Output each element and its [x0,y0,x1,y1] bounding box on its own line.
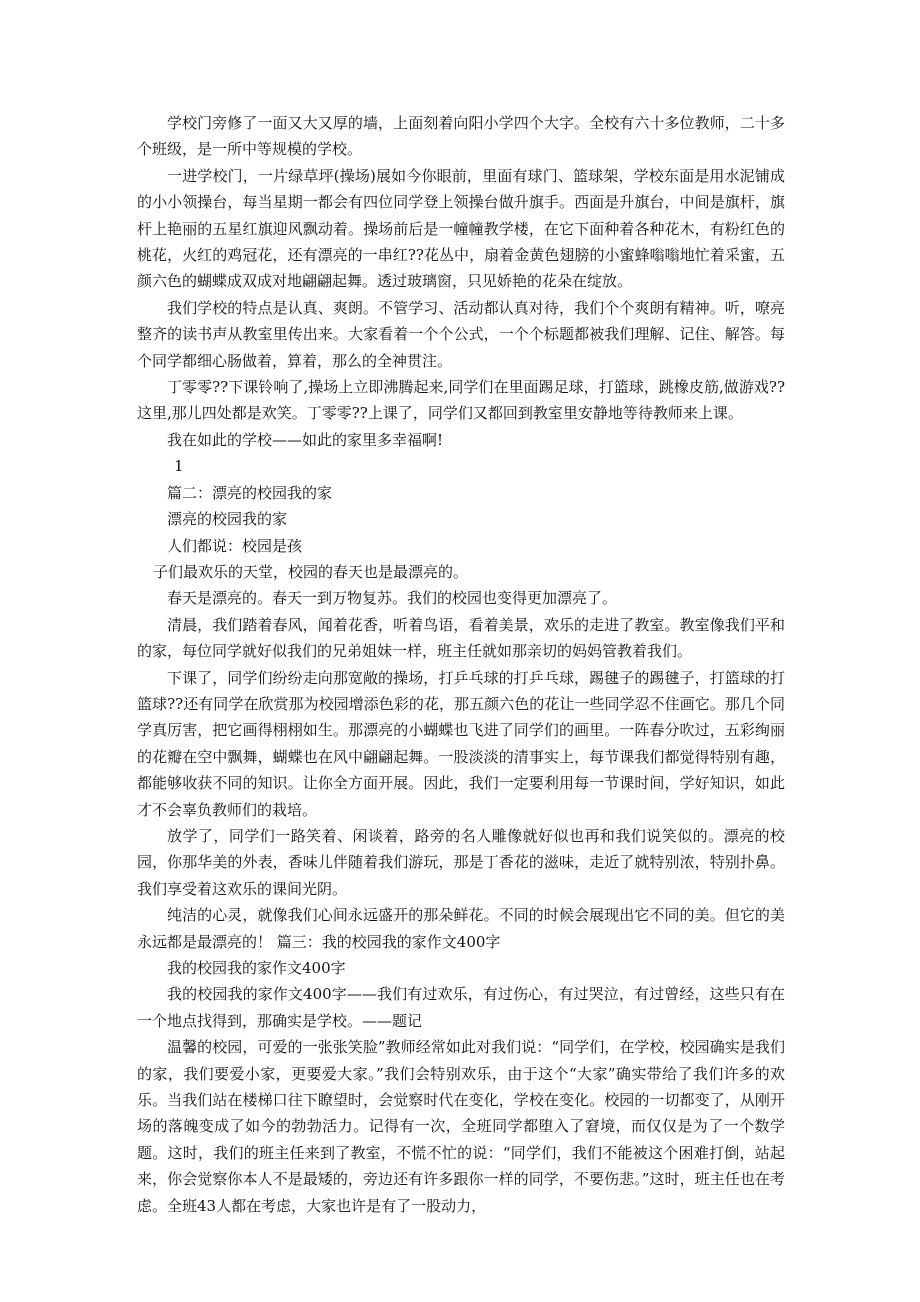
paragraph-bell: 丁零零??下课铃响了,操场上立即沸腾起来,同学们在里面踢足球，打篮球，跳橡皮筋,做游戏??这里,那儿四处都是欢笑。丁零零??上课了，同学们又都回到教室里安静地等待教师来上课。 [137,378,785,423]
paragraph-warm-campus: 温馨的校园，可爱的一张张笑脸”教师经常如此对我们说：“同学们，在学校，校园确实是我们的家，我们要爱小家，更要爱大家。”我们会特别欢乐，由于这个“大家”确实带给了我们许多的欢乐。当我们站在楼梯口往下瞭望时，会觉察时代在变化，学校在变化。校园的一切都变了，从刚开场的落魄变成了如今的勃勃活力。记得有一次，全班同学都堕入了窘境，而仅仅是为了一个数学题。这时，我们的班主任来到了教室，不慌不忙的说：“同学们，我们不能被这个困难打倒，站起来，你会觉察你本人不是最矮的，旁边还有许多跟你一样的同学，不要伤悲。”这时，班主任也在考虑。全班43人都在考虑，大家也许是有了一股动力， [137,1038,785,1215]
paragraph-school-gate: 一进学校门，一片绿草坪(操场)展如今你眼前，里面有球门、篮球架，学校东面是用水泥铺成的小小领操台，每当星期一都会有四位同学登上领操台做升旗手。西面是升旗台，中间是旗杆，旗杆上艳丽的五星红旗迎风飘动着。操场前后是一幢幢教学楼，在它下面种着各种花木，有粉红色的桃花，火红的鸡冠花，还有漂亮的一串红??花丛中，扇着金黄色翅膀的小蜜蜂嗡嗡地忙着采蜜，五颜六色的蝴蝶成双成对地翩翩起舞。透过玻璃窗，只见娇艳的花朵在绽放。 [137,166,785,291]
section-title-three: 我的校园我的家作文400字 [167,959,346,977]
section-title-two: 漂亮的校园我的家 [167,510,288,529]
paragraph-people-say: 人们都说：校园是孩 [167,536,303,555]
paragraph-school-wall: 学校门旁修了一面又大又厚的墙，上面刻着向阳小学四个大字。全校有六十多位教师，二十多个班级，是一所中等规模的学校。 [137,114,785,159]
section-heading-two: 篇二：漂亮的校园我的家 [167,483,333,502]
paragraph-pure-heart: 纯洁的心灵，就像我们心间永远盛开的那朵鲜花。不同的时候会展现出它不同的美。但它的美永远都是最漂亮的！ 篇三：我的校园我的家作文400字 [137,906,785,951]
paragraph-paradise: 子们最欢乐的天堂，校园的春天也是最漂亮的。 [153,562,469,581]
paragraph-epigraph: 我的校园我的家作文400字——我们有过欢乐，有过伤心，有过哭泣，有过曾经，这些只有在一个地点找得到，那确实是学校。——题记 [137,985,785,1030]
paragraph-morning: 清晨，我们踏着春风，闻着花香，听着鸟语，看着美景，欢乐的走进了教室。教室像我们平和的家，每位同学就好似我们的兄弟姐妹一样，班主任就如那亲切的妈妈管教着我们。 [137,615,785,661]
paragraph-after-school: 放学了，同学们一路笑着、闲谈着，路旁的名人雕像就好似也再和我们说笑似的。漂亮的校园，你那华美的外表，香味儿伴随着我们游玩，那是丁香花的滋味，走近了就特别浓，特别扑鼻。我们享受着这欢乐的课间光阴。 [137,826,785,898]
paragraph-recess: 下课了，同学们纷纷走向那宽敞的操场，打乒乓球的打乒乓球，踢毽子的踢毽子，打篮球的打篮球??还有同学在欣赏那为校园增添色彩的花，那五颜六色的花让一些同学忍不住画它。那几个同学真厉害，把它画得栩栩如生。那漂亮的小蝴蝶也飞进了同学们的画里。一阵春分吹过，五彩绚丽的花瓣在空中飘舞，蝴蝶也在风中翩翩起舞。一股淡淡的清事实上，每节课我们都觉得特别有趣，都能够收获不同的知识。让你全方面开展。因此，我们一定要利用每一节课时间，学好知识，如此才不会辜负教师们的栽培。 [137,668,785,819]
paragraph-spring: 春天是漂亮的。春天一到万物复苏。我们的校园也变得更加漂亮了。 [167,589,618,608]
paragraph-happy-home: 我在如此的学校——如此的家里多幸福啊! [167,430,444,449]
paragraph-school-traits: 我们学校的特点是认真、爽朗。不管学习、活动都认真对待，我们个个爽朗有精神。听，嘹亮 整齐的读书声从教室里传出来。大家看着一个个公式，一个个标题都被我们理解、记住、解答。每个同学都细心肠做着，算着，那么的全神贯注。 [137,298,785,370]
page-number: 1 [174,457,184,476]
